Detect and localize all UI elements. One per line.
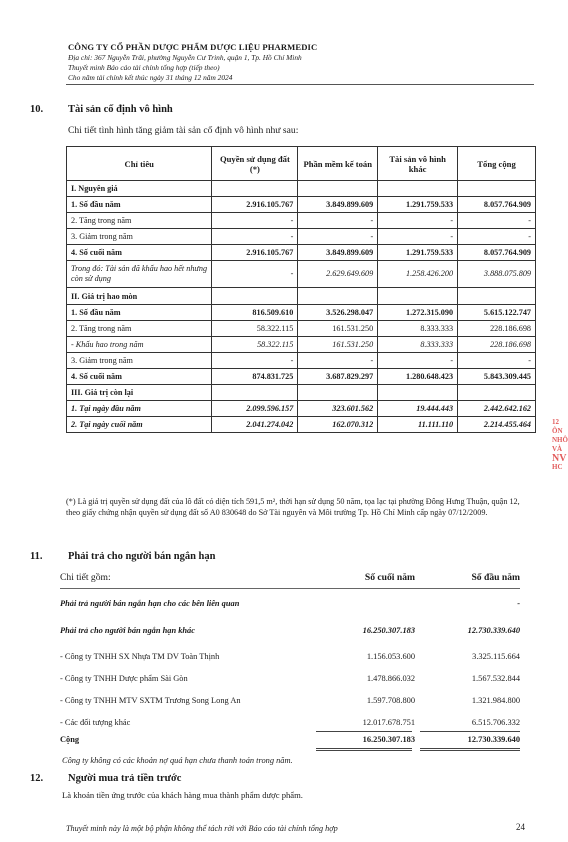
section-11-header-divider — [60, 588, 520, 589]
supplier-end: 1.156.053.600 — [366, 652, 415, 661]
cell-value — [298, 385, 378, 401]
cell-value: - — [298, 229, 378, 245]
cell-value: 161.531.250 — [298, 336, 378, 352]
col-header: Phần mềm kế toán — [298, 147, 378, 181]
cell-value — [458, 385, 536, 401]
other-suppliers-label: Phải trả cho người bán ngắn hạn khác — [60, 626, 195, 635]
cell-value: 162.070.312 — [298, 417, 378, 433]
col-end-header: Số cuối năm — [364, 572, 415, 583]
table-row — [67, 368, 536, 384]
cell-value: 3.888.075.809 — [458, 261, 536, 288]
cell-value: - — [212, 352, 298, 368]
cell-value: - — [458, 213, 536, 229]
cell-value — [378, 385, 458, 401]
cell-value: 2.629.649.609 — [298, 261, 378, 288]
related-party-label: Phải trả người bán ngắn hạn cho các bên liên quan — [60, 599, 240, 608]
row-label: 1. Số đầu năm — [67, 197, 212, 213]
table-row — [67, 352, 536, 368]
table-row — [67, 385, 536, 401]
stamp-line: NV — [552, 453, 567, 464]
cell-value: 2.916.105.767 — [212, 245, 298, 261]
section-12-title: Người mua trả tiền trước — [68, 773, 182, 784]
cell-value — [212, 181, 298, 197]
cell-value: 228.186.698 — [458, 320, 536, 336]
intangible-assets-table — [66, 146, 536, 433]
table-row — [67, 288, 536, 304]
cell-value: 3.849.899.609 — [298, 245, 378, 261]
cell-value: - — [458, 229, 536, 245]
cell-value: 2.099.596.157 — [212, 401, 298, 417]
cell-value: - — [378, 229, 458, 245]
cell-value: 228.186.698 — [458, 336, 536, 352]
cell-value: - — [378, 352, 458, 368]
table-header-row — [67, 147, 536, 181]
footer-note: Thuyết minh này là một bộ phận không thể tách rời với Báo cáo tài chính tổng hợp — [66, 824, 338, 833]
cell-value: 1.258.426.200 — [378, 261, 458, 288]
company-address: Địa chỉ: 367 Nguyễn Trãi, phường Nguyễn Cư Trinh, quận 1, Tp. Hồ Chí Minh — [68, 53, 302, 62]
row-label: II. Giá trị hao mòn — [67, 288, 212, 304]
row-label: III. Giá trị còn lại — [67, 385, 212, 401]
total-label: Cộng — [60, 735, 80, 744]
cell-value: 2.214.455.464 — [458, 417, 536, 433]
cell-value: 874.831.725 — [212, 368, 298, 384]
cell-value — [298, 181, 378, 197]
header-divider — [66, 84, 534, 85]
table-row — [67, 245, 536, 261]
cell-value — [298, 288, 378, 304]
supplier-end: 1.478.866.032 — [366, 674, 415, 683]
table-row — [67, 320, 536, 336]
cell-value: - — [298, 213, 378, 229]
supplier-start: 1.567.532.844 — [471, 674, 520, 683]
cell-value: 3.849.899.609 — [298, 197, 378, 213]
cell-value: 5.843.309.445 — [458, 368, 536, 384]
cell-value: 2.916.105.767 — [212, 197, 298, 213]
cell-value: 1.272.315.090 — [378, 304, 458, 320]
supplier-end: 12.017.678.751 — [362, 718, 415, 727]
supplier-end: 1.597.708.800 — [366, 696, 415, 705]
table-row — [67, 336, 536, 352]
row-label: 1. Tại ngày đầu năm — [67, 401, 212, 417]
total-end: 16.250.307.183 — [362, 735, 415, 744]
supplier-label: - Các đối tượng khác — [60, 718, 131, 727]
related-party-start: - — [517, 599, 520, 608]
row-label: I. Nguyên giá — [67, 181, 212, 197]
cell-value: 5.615.122.747 — [458, 304, 536, 320]
total-rule-end — [316, 731, 412, 732]
supplier-start: 3.325.115.664 — [472, 652, 520, 661]
col-header: Tổng cộng — [458, 147, 536, 181]
report-period: Cho năm tài chính kết thúc ngày 31 tháng 12 năm 2024 — [68, 73, 233, 82]
cell-value: 58.322.115 — [212, 320, 298, 336]
section-11-note: Công ty không có các khoản nợ quá hạn chưa thanh toán trong năm. — [62, 756, 293, 765]
row-label: 1. Số đầu năm — [67, 304, 212, 320]
section-10-title: Tài sản cố định vô hình — [68, 104, 173, 115]
cell-value: 3.687.829.297 — [298, 368, 378, 384]
cell-value: - — [458, 352, 536, 368]
supplier-label: - Công ty TNHH Dược phẩm Sài Gòn — [60, 674, 188, 683]
col-header: Chỉ tiêu — [67, 147, 212, 181]
cell-value: 816.509.610 — [212, 304, 298, 320]
cell-value: 1.280.648.423 — [378, 368, 458, 384]
table-row — [67, 229, 536, 245]
stamp-line: VÀ — [552, 445, 563, 453]
cell-value: 3.526.298.047 — [298, 304, 378, 320]
supplier-label: - Công ty TNHH SX Nhựa TM DV Toàn Thịnh — [60, 652, 220, 661]
stamp-line: NHÔ — [552, 436, 568, 444]
row-label: 3. Giảm trong năm — [67, 229, 212, 245]
other-suppliers-end: 16.250.307.183 — [362, 626, 415, 635]
cell-value: - — [212, 261, 298, 288]
section-10-footnote: (*) Là giá trị quyền sử dụng đất của lô đất có diện tích 591,5 m², thời hạn sử dụng 50 năm, tọa lạc tại phường Đông Hưng Thuận, quận 12, theo giấy chứng nhận quyền sử dụng đất số A0 830648 do Sở Tài nguyên và Môi trường Tp. Hồ Chí Minh cấp ngày 07/12/2009. — [66, 497, 520, 517]
row-label: - Khấu hao trong năm — [67, 336, 212, 352]
cell-value: 1.291.759.533 — [378, 197, 458, 213]
page-number: 24 — [516, 822, 525, 832]
cell-value: 11.111.110 — [378, 417, 458, 433]
section-10-intro: Chi tiết tình hình tăng giảm tài sản cố định vô hình như sau: — [68, 125, 299, 136]
cell-value: 2.041.274.042 — [212, 417, 298, 433]
row-label: 4. Số cuối năm — [67, 245, 212, 261]
cell-value: - — [212, 229, 298, 245]
section-11-title: Phải trả cho người bán ngắn hạn — [68, 551, 216, 562]
stamp-fragment — [552, 418, 568, 472]
cell-value — [378, 288, 458, 304]
cell-value: 8.333.333 — [378, 320, 458, 336]
cell-value: 161.531.250 — [298, 320, 378, 336]
detail-label: Chi tiết gồm: — [60, 572, 111, 583]
stamp-line: HC — [552, 463, 563, 471]
supplier-label: - Công ty TNHH MTV SXTM Trương Song Long An — [60, 696, 241, 705]
stamp-line: ÔN — [552, 427, 563, 435]
row-label: 2. Tại ngày cuối năm — [67, 417, 212, 433]
other-suppliers-start: 12.730.339.640 — [467, 626, 520, 635]
table-row — [67, 213, 536, 229]
cell-value: 323.601.562 — [298, 401, 378, 417]
cell-value: 2.442.642.162 — [458, 401, 536, 417]
report-subtitle: Thuyết minh Báo cáo tài chính tổng hợp (tiếp theo) — [68, 63, 220, 72]
supplier-start: 1.321.984.800 — [471, 696, 520, 705]
section-10-number: 10. — [30, 104, 44, 115]
total-rule-start — [420, 731, 520, 732]
cell-value — [212, 385, 298, 401]
cell-value: 58.322.115 — [212, 336, 298, 352]
section-12-text: Là khoản tiền ứng trước của khách hàng mua thành phẩm dược phẩm. — [62, 790, 303, 800]
total-start: 12.730.339.640 — [467, 735, 520, 744]
cell-value: 19.444.443 — [378, 401, 458, 417]
section-11-number: 11. — [30, 551, 43, 562]
cell-value: - — [298, 352, 378, 368]
cell-value: - — [378, 213, 458, 229]
table-row — [67, 304, 536, 320]
row-label: Trong đó: Tài sản đã khấu hao hết nhưng còn sử dụng — [67, 261, 212, 288]
row-label: 2. Tăng trong năm — [67, 213, 212, 229]
cell-value: 8.057.764.909 — [458, 245, 536, 261]
supplier-start: 6.515.706.332 — [471, 718, 520, 727]
company-name: CÔNG TY CỔ PHẦN DƯỢC PHẨM DƯỢC LIỆU PHARMEDIC — [68, 42, 318, 52]
table-row — [67, 181, 536, 197]
section-12-number: 12. — [30, 773, 44, 784]
table-row — [67, 197, 536, 213]
row-label: 2. Tăng trong năm — [67, 320, 212, 336]
cell-value — [458, 181, 536, 197]
double-rule-end — [316, 748, 412, 751]
cell-value — [212, 288, 298, 304]
cell-value: 8.333.333 — [378, 336, 458, 352]
table-row — [67, 417, 536, 433]
col-header: Tài sản vô hình khác — [378, 147, 458, 181]
table-row — [67, 401, 536, 417]
col-start-header: Số đầu năm — [471, 572, 520, 583]
cell-value: 8.057.764.909 — [458, 197, 536, 213]
cell-value — [378, 181, 458, 197]
stamp-line: 12 — [552, 418, 559, 426]
col-header: Quyền sử dụng đất (*) — [212, 147, 298, 181]
cell-value: - — [212, 213, 298, 229]
cell-value — [458, 288, 536, 304]
cell-value: 1.291.759.533 — [378, 245, 458, 261]
table-row — [67, 261, 536, 288]
row-label: 4. Số cuối năm — [67, 368, 212, 384]
double-rule-start — [420, 748, 520, 751]
row-label: 3. Giảm trong năm — [67, 352, 212, 368]
